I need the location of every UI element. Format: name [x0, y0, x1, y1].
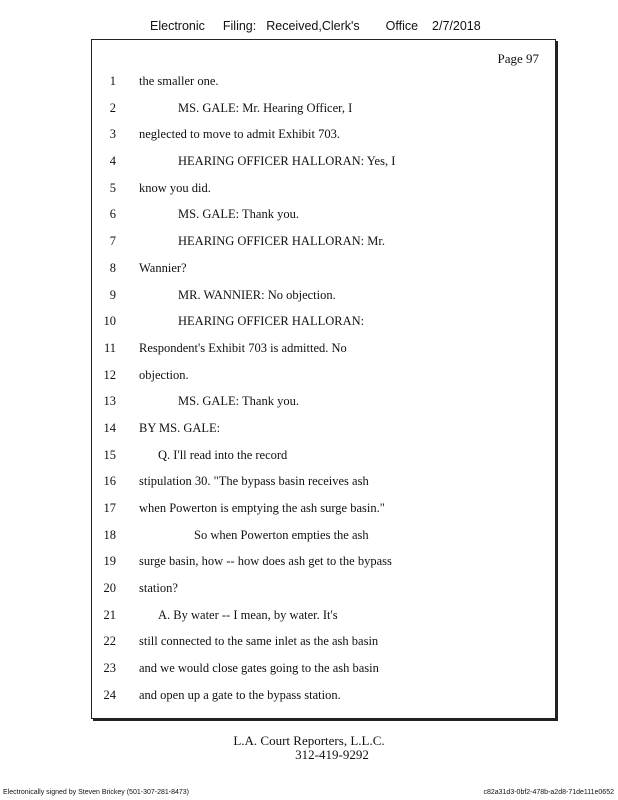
transcript-line — [92, 682, 555, 709]
transcript-line — [92, 602, 555, 629]
line-number: 24 — [103, 687, 116, 702]
line-text: surge basin, how -- how does ash get to the bypass — [139, 554, 392, 569]
line-text: MS. GALE: Mr. Hearing Officer, I — [178, 100, 353, 115]
signature-id: c82a31d3-0bf2-478b-a2d8-71de111e0652 — [483, 789, 614, 796]
line-text: when Powerton is emptying the ash surge basin." — [139, 501, 385, 515]
line-text: So when Powerton empties the ash — [194, 527, 369, 542]
line-text: MR. WANNIER: No objection. — [178, 287, 336, 302]
line-text: BY MS. GALE: — [139, 420, 221, 435]
line-text: stipulation 30. "The bypass basin receives ash — [139, 474, 369, 489]
line-text: still connected to the same inlet as the ash basin — [139, 634, 379, 649]
transcript-line — [92, 495, 555, 522]
line-text: HEARING OFFICER HALLORAN: — [178, 314, 365, 329]
line-text: know you did. — [139, 180, 211, 195]
transcript-line — [92, 228, 555, 255]
line-number: 7 — [109, 234, 116, 249]
line-text: objection. — [139, 367, 189, 382]
transcript-line — [92, 95, 555, 122]
line-text: and open up a gate to the bypass station. — [139, 687, 341, 702]
line-text: MS. GALE: Thank you. — [178, 207, 299, 222]
line-text: and we would close gates going to the ash basin — [139, 661, 379, 676]
line-text: HEARING OFFICER HALLORAN: Mr. — [178, 234, 385, 249]
line-number: 9 — [109, 287, 116, 302]
transcript-line — [92, 362, 555, 389]
transcript-line — [92, 175, 555, 202]
line-number: 18 — [103, 527, 116, 542]
line-text: Wannier? — [139, 260, 187, 275]
transcript-line — [92, 68, 555, 95]
transcript-line — [92, 201, 555, 228]
transcript-line — [92, 335, 555, 362]
line-number: 15 — [103, 447, 116, 462]
transcript-page — [91, 39, 556, 719]
line-number: 8 — [109, 260, 116, 275]
transcript-line — [92, 655, 555, 682]
transcript-line — [92, 255, 555, 282]
line-number: 3 — [109, 127, 116, 142]
reporter-footer — [0, 734, 618, 762]
transcript-line — [92, 282, 555, 309]
signature-left: Electronically signed by Steven Brickey (501-307-281-8473) — [3, 789, 189, 796]
stamp-date: 2/7/2018 — [432, 19, 481, 33]
line-number: 4 — [109, 154, 116, 169]
line-number: 22 — [103, 634, 116, 649]
line-text: Respondent's Exhibit 703 is admitted. No — [139, 340, 347, 355]
line-text: A. By water -- I mean, by water. It's — [158, 607, 338, 622]
transcript-line — [92, 148, 555, 175]
transcript-line — [92, 548, 555, 575]
reporter-phone: 312-419-9292 — [295, 747, 369, 762]
line-number: 5 — [109, 180, 116, 195]
transcript-line — [92, 442, 555, 469]
line-number: 10 — [103, 314, 116, 329]
stamp-office: Office — [385, 19, 419, 33]
line-text: neglected to move to admit Exhibit 703. — [139, 127, 341, 142]
filing-stamp — [150, 19, 481, 33]
line-number: 20 — [103, 581, 116, 596]
transcript-line — [92, 522, 555, 549]
line-number: 23 — [103, 661, 116, 676]
line-text: MS. GALE: Thank you. — [178, 394, 299, 409]
line-number: 11 — [103, 340, 116, 355]
transcript-line — [92, 628, 555, 655]
line-text: HEARING OFFICER HALLORAN: Yes, I — [178, 154, 396, 169]
transcript-line — [92, 388, 555, 415]
stamp-received: Received,Clerk's — [266, 19, 360, 33]
line-text: the smaller one. — [139, 74, 219, 88]
stamp-electronic: Electronic — [150, 19, 205, 33]
line-number: 19 — [103, 554, 116, 569]
line-number: 21 — [103, 607, 116, 622]
line-number: 6 — [109, 207, 116, 222]
line-number: 12 — [103, 367, 116, 382]
reporter-company: L.A. Court Reporters, L.L.C. — [233, 733, 385, 748]
line-text: Q. I'll read into the record — [158, 447, 288, 462]
page-number: Page 97 — [497, 51, 539, 66]
transcript-line — [92, 121, 555, 148]
line-number: 1 — [109, 74, 116, 88]
transcript-line — [92, 575, 555, 602]
transcript-lines — [92, 68, 555, 709]
line-number: 2 — [109, 100, 116, 115]
transcript-line — [92, 415, 555, 442]
stamp-filing: Filing: — [222, 19, 257, 33]
line-number: 16 — [103, 474, 116, 489]
line-number: 13 — [103, 394, 116, 409]
line-text: station? — [139, 581, 178, 596]
line-number: 17 — [103, 501, 116, 515]
line-number: 14 — [103, 420, 116, 435]
transcript-line — [92, 308, 555, 335]
transcript-line — [92, 468, 555, 495]
